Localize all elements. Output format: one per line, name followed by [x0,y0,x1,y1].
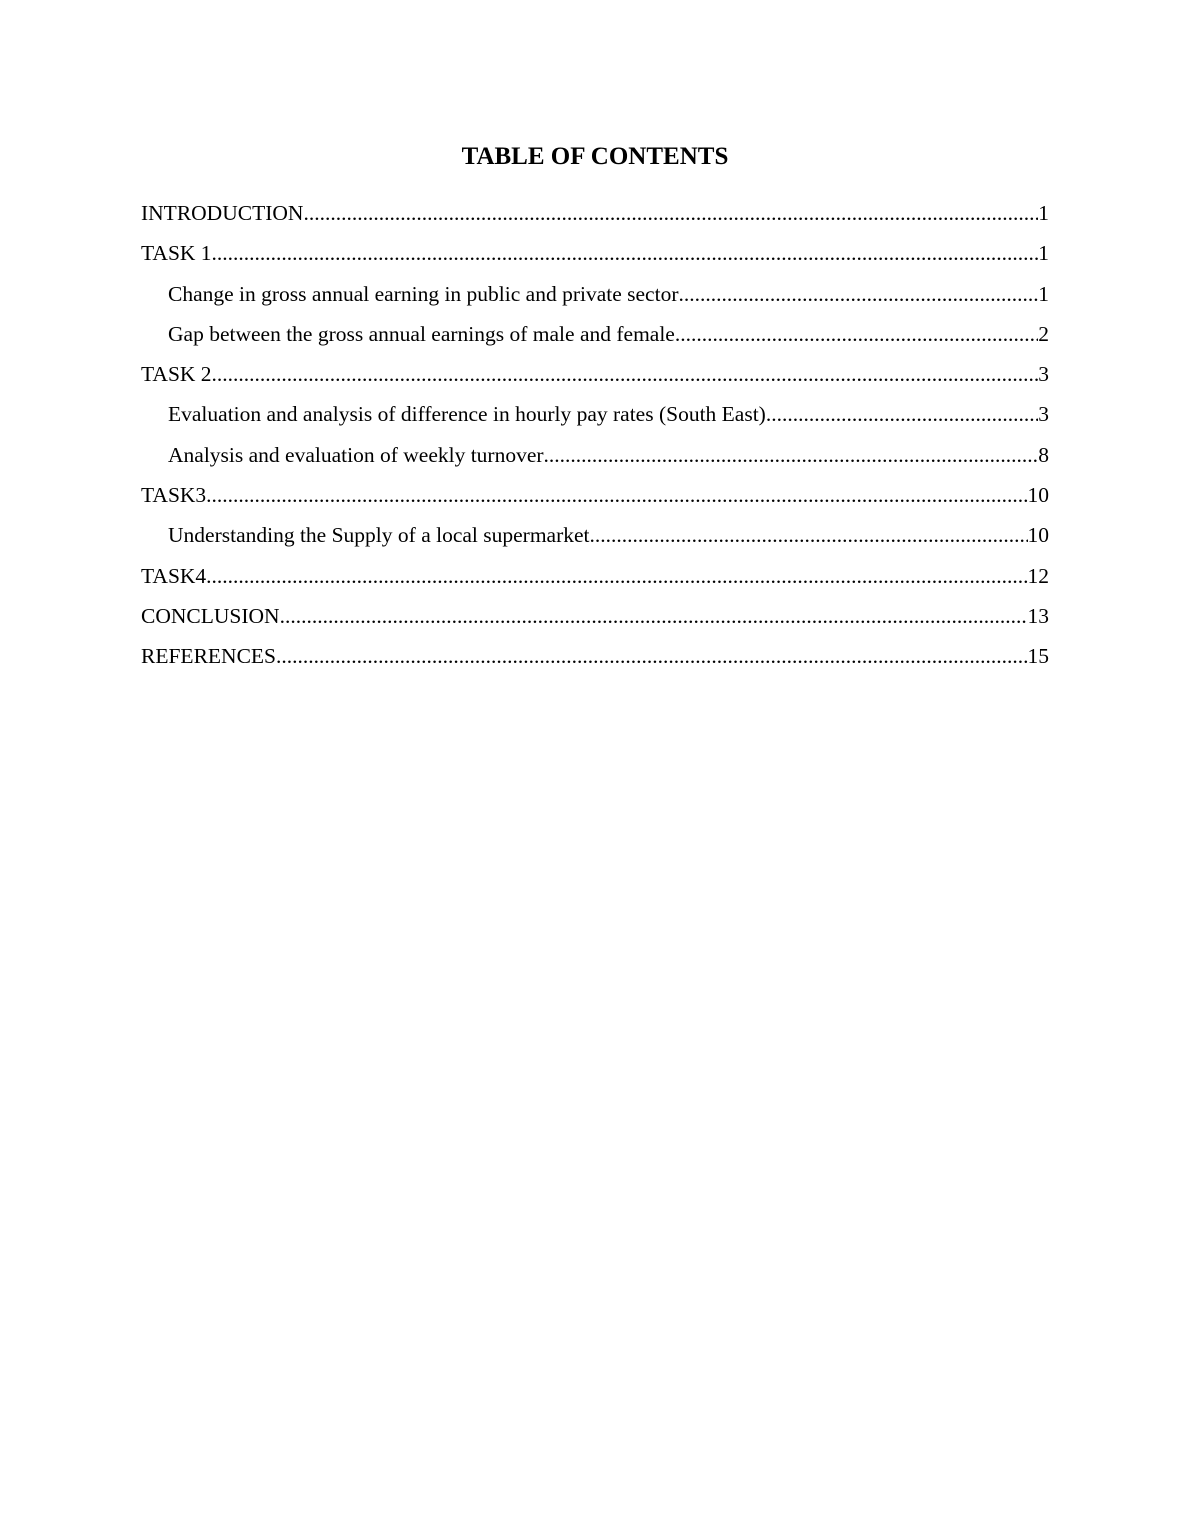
toc-entry-label: Understanding the Supply of a local supermarket [168,523,590,548]
toc-entry-label: REFERENCES [141,644,276,669]
toc-dot-leader [212,237,1039,269]
toc-entry-hourly-pay-rates[interactable] [141,398,1049,438]
toc-entry-gross-annual-earning[interactable] [141,278,1049,318]
toc-page-number: 1 [1038,241,1049,266]
toc-entry-label: INTRODUCTION [141,201,304,225]
toc-page-number: 1 [1038,281,1049,306]
toc-entry-references[interactable] [141,640,1049,680]
toc-entry-weekly-turnover[interactable] [141,439,1049,479]
page-title: TABLE OF CONTENTS [461,143,729,170]
toc-page-number: 12 [1027,563,1049,588]
toc-page-number: 10 [1027,483,1049,508]
toc-dot-leader [303,197,1038,229]
toc-dot-leader [206,479,1027,511]
toc-dot-leader [206,560,1027,592]
toc-page-number: 1 [1038,201,1049,225]
toc-entry-gender-earnings-gap[interactable] [141,318,1049,358]
toc-entry-conclusion[interactable] [141,600,1049,640]
toc-entry-label: TASK 1 [141,241,212,266]
toc-entry-task-4[interactable] [141,560,1049,600]
toc-entry-label: TASK 2 [141,362,212,387]
toc-list [141,197,1049,681]
toc-page-number: 8 [1038,442,1049,467]
toc-page-number: 3 [1038,362,1049,387]
toc-page-number: 10 [1027,523,1049,548]
toc-dot-leader [678,278,1038,310]
toc-dot-leader [276,640,1028,672]
toc-dot-leader [675,318,1038,350]
toc-entry-supermarket-supply[interactable] [141,519,1049,559]
toc-page-number: 15 [1027,644,1049,669]
toc-entry-introduction[interactable] [141,197,1049,237]
toc-entry-label: Analysis and evaluation of weekly turnover [168,442,544,467]
toc-dot-leader [766,398,1038,430]
toc-dot-leader [212,358,1039,390]
toc-entry-label: Change in gross annual earning in public and private sector [168,281,679,306]
toc-page-number: 13 [1027,603,1049,628]
toc-entry-label: TASK4 [141,563,207,588]
toc-entry-label: CONCLUSION [141,603,280,628]
toc-entry-label: Evaluation and analysis of difference in hourly pay rates (South East) [168,402,766,427]
toc-entry-task-3[interactable] [141,479,1049,519]
toc-dot-leader [280,600,1028,632]
toc-dot-leader [590,519,1028,551]
toc-entry-label: TASK3 [141,483,207,508]
toc-dot-leader [544,439,1039,471]
toc-entry-task-1[interactable] [141,237,1049,277]
toc-page-number: 2 [1038,321,1049,346]
toc-entry-label: Gap between the gross annual earnings of male and female [168,321,675,346]
toc-entry-task-2[interactable] [141,358,1049,398]
toc-page-number: 3 [1038,402,1049,427]
